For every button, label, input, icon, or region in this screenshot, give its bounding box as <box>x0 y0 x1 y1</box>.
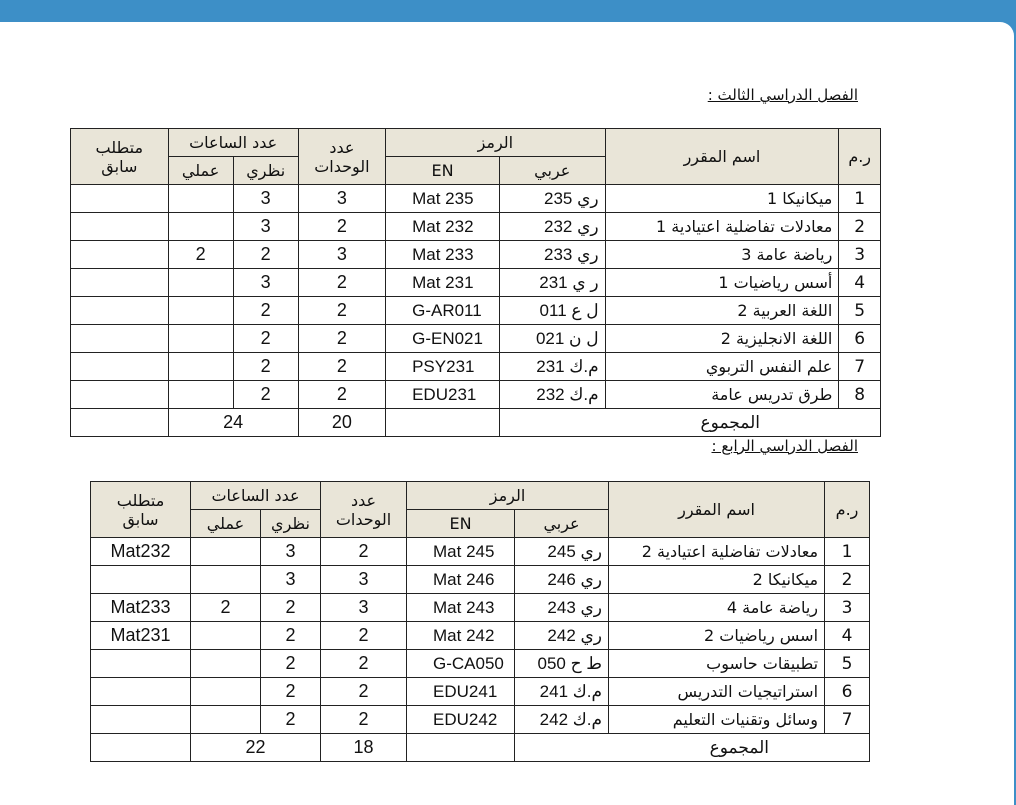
row-number: 5 <box>839 297 881 325</box>
course-name: ميكانيكا 2 <box>609 566 825 594</box>
row-number: 1 <box>825 538 870 566</box>
col-theory-header: نظري <box>261 510 321 538</box>
practical-hours <box>168 353 233 381</box>
en-code: EDU241 <box>407 678 515 706</box>
arabic-code: م.ك 231 <box>499 353 605 381</box>
units-value: 2 <box>321 706 407 734</box>
total-label: المجموع <box>499 409 880 437</box>
practical-hours <box>168 185 233 213</box>
table-row <box>71 381 881 409</box>
prerequisite <box>71 241 169 269</box>
theory-hours: 2 <box>261 594 321 622</box>
arabic-code: ري 245 <box>515 538 609 566</box>
units-value: 2 <box>321 650 407 678</box>
en-code: Mat 243 <box>407 594 515 622</box>
arabic-code: ر ي 231 <box>499 269 605 297</box>
col-practical-header: عملي <box>191 510 261 538</box>
units-value: 2 <box>321 538 407 566</box>
theory-hours: 2 <box>261 622 321 650</box>
sem3-total-row <box>71 409 881 437</box>
practical-hours <box>168 381 233 409</box>
col-arabic-header: عربي <box>499 157 605 185</box>
row-number: 7 <box>839 353 881 381</box>
units-value: 3 <box>298 241 385 269</box>
en-code: Mat 231 <box>386 269 500 297</box>
en-code: EDU231 <box>386 381 500 409</box>
practical-hours <box>191 538 261 566</box>
col-hours-header: عدد الساعات <box>168 129 298 157</box>
col-units-header: عدد الوحدات <box>298 129 385 185</box>
course-name: اللغة العربية 2 <box>605 297 839 325</box>
sem4-heading: الفصل الدراسي الرابع : <box>711 437 858 455</box>
col-no-header: ر.م <box>839 129 881 185</box>
en-code: PSY231 <box>386 353 500 381</box>
course-name: وسائل وتقنيات التعليم <box>609 706 825 734</box>
prerequisite <box>71 353 169 381</box>
units-value: 2 <box>321 678 407 706</box>
theory-hours: 2 <box>261 678 321 706</box>
units-value: 2 <box>298 297 385 325</box>
total-units: 20 <box>298 409 385 437</box>
en-code: Mat 242 <box>407 622 515 650</box>
en-code: Mat 233 <box>386 241 500 269</box>
theory-hours: 3 <box>261 538 321 566</box>
theory-hours: 3 <box>233 185 298 213</box>
practical-hours <box>191 650 261 678</box>
total-prereq-cell <box>91 734 191 762</box>
course-name: رياضة عامة 4 <box>609 594 825 622</box>
theory-hours: 2 <box>261 650 321 678</box>
course-name: اسس رياضيات 2 <box>609 622 825 650</box>
course-name: ميكانيكا 1 <box>605 185 839 213</box>
practical-hours: 2 <box>191 594 261 622</box>
col-course-name-header: اسم المقرر <box>609 482 825 538</box>
total-hours: 24 <box>168 409 298 437</box>
course-name: تطبيقات حاسوب <box>609 650 825 678</box>
units-value: 3 <box>321 594 407 622</box>
row-number: 3 <box>839 241 881 269</box>
row-number: 2 <box>825 566 870 594</box>
table-row <box>71 185 881 213</box>
row-number: 4 <box>839 269 881 297</box>
prerequisite <box>71 325 169 353</box>
theory-hours: 2 <box>233 353 298 381</box>
units-value: 2 <box>298 269 385 297</box>
units-value: 2 <box>298 381 385 409</box>
practical-hours <box>191 566 261 594</box>
sem3-table <box>70 128 881 437</box>
row-number: 7 <box>825 706 870 734</box>
arabic-code: ري 233 <box>499 241 605 269</box>
course-name: طرق تدريس عامة <box>605 381 839 409</box>
total-empty-cell <box>407 734 515 762</box>
row-number: 8 <box>839 381 881 409</box>
arabic-code: ري 232 <box>499 213 605 241</box>
table-row <box>91 678 870 706</box>
col-no-header: ر.م <box>825 482 870 538</box>
prerequisite <box>91 706 191 734</box>
theory-hours: 3 <box>261 566 321 594</box>
prerequisite: Mat233 <box>91 594 191 622</box>
practical-hours <box>168 297 233 325</box>
row-number: 4 <box>825 622 870 650</box>
col-prereq-header: متطلب سابق <box>91 482 191 538</box>
table-row <box>91 594 870 622</box>
units-value: 2 <box>298 213 385 241</box>
arabic-code: م.ك 242 <box>515 706 609 734</box>
row-number: 3 <box>825 594 870 622</box>
sem4-table <box>90 481 870 762</box>
practical-hours <box>168 269 233 297</box>
prerequisite <box>91 650 191 678</box>
row-number: 6 <box>825 678 870 706</box>
prerequisite <box>71 185 169 213</box>
table-row <box>91 650 870 678</box>
sem3-table-body <box>71 185 881 409</box>
en-code: Mat 232 <box>386 213 500 241</box>
total-prereq-cell <box>71 409 169 437</box>
table-row <box>91 538 870 566</box>
col-practical-header: عملي <box>168 157 233 185</box>
prerequisite: Mat231 <box>91 622 191 650</box>
row-number: 2 <box>839 213 881 241</box>
arabic-code: ل ن 021 <box>499 325 605 353</box>
col-en-header: EN <box>386 157 500 185</box>
total-units: 18 <box>321 734 407 762</box>
prerequisite <box>71 269 169 297</box>
practical-hours <box>191 706 261 734</box>
course-name: أسس رياضيات 1 <box>605 269 839 297</box>
table-row <box>71 297 881 325</box>
row-number: 5 <box>825 650 870 678</box>
units-value: 3 <box>298 185 385 213</box>
practical-hours <box>191 622 261 650</box>
en-code: G-CA050 <box>407 650 515 678</box>
arabic-code: ري 243 <box>515 594 609 622</box>
table-row <box>71 213 881 241</box>
course-name: معادلات تفاضلية اعتيادية 2 <box>609 538 825 566</box>
theory-hours: 2 <box>233 381 298 409</box>
theory-hours: 2 <box>233 297 298 325</box>
en-code: EDU242 <box>407 706 515 734</box>
units-value: 2 <box>298 325 385 353</box>
prerequisite: Mat232 <box>91 538 191 566</box>
practical-hours <box>168 325 233 353</box>
document-page <box>0 22 1014 805</box>
en-code: Mat 235 <box>386 185 500 213</box>
theory-hours: 3 <box>233 269 298 297</box>
table-row <box>71 353 881 381</box>
table-row <box>91 706 870 734</box>
table-row <box>71 269 881 297</box>
arabic-code: ري 235 <box>499 185 605 213</box>
practical-hours <box>168 213 233 241</box>
prerequisite <box>71 381 169 409</box>
en-code: G-AR011 <box>386 297 500 325</box>
theory-hours: 3 <box>233 213 298 241</box>
row-number: 6 <box>839 325 881 353</box>
col-units-header: عدد الوحدات <box>321 482 407 538</box>
table-row <box>71 325 881 353</box>
total-empty-cell <box>386 409 500 437</box>
col-hours-header: عدد الساعات <box>191 482 321 510</box>
practical-hours <box>191 678 261 706</box>
table-row <box>71 241 881 269</box>
col-code-header: الرمز <box>386 129 606 157</box>
arabic-code: ط ح 050 <box>515 650 609 678</box>
sem4-total-row <box>91 734 870 762</box>
prerequisite <box>91 678 191 706</box>
col-arabic-header: عربي <box>515 510 609 538</box>
row-number: 1 <box>839 185 881 213</box>
units-value: 3 <box>321 566 407 594</box>
en-code: Mat 246 <box>407 566 515 594</box>
total-label: المجموع <box>515 734 870 762</box>
total-hours: 22 <box>191 734 321 762</box>
arabic-code: م.ك 232 <box>499 381 605 409</box>
col-code-header: الرمز <box>407 482 609 510</box>
course-name: رياضة عامة 3 <box>605 241 839 269</box>
table-row <box>91 566 870 594</box>
col-theory-header: نظري <box>233 157 298 185</box>
course-name: اللغة الانجليزية 2 <box>605 325 839 353</box>
sem4-table-body <box>91 538 870 734</box>
sem3-heading: الفصل الدراسي الثالث : <box>707 86 858 104</box>
en-code: Mat 245 <box>407 538 515 566</box>
units-value: 2 <box>321 622 407 650</box>
theory-hours: 2 <box>261 706 321 734</box>
table-row <box>91 622 870 650</box>
course-name: علم النفس التربوي <box>605 353 839 381</box>
arabic-code: ري 242 <box>515 622 609 650</box>
practical-hours: 2 <box>168 241 233 269</box>
col-course-name-header: اسم المقرر <box>605 129 839 185</box>
arabic-code: م.ك 241 <box>515 678 609 706</box>
prerequisite <box>71 297 169 325</box>
theory-hours: 2 <box>233 325 298 353</box>
prerequisite <box>91 566 191 594</box>
prerequisite <box>71 213 169 241</box>
col-en-header: EN <box>407 510 515 538</box>
en-code: G-EN021 <box>386 325 500 353</box>
course-name: استراتيجيات التدريس <box>609 678 825 706</box>
theory-hours: 2 <box>233 241 298 269</box>
course-name: معادلات تفاضلية اعتيادية 1 <box>605 213 839 241</box>
units-value: 2 <box>298 353 385 381</box>
arabic-code: ل ع 011 <box>499 297 605 325</box>
col-prereq-header: متطلب سابق <box>71 129 169 185</box>
arabic-code: ري 246 <box>515 566 609 594</box>
